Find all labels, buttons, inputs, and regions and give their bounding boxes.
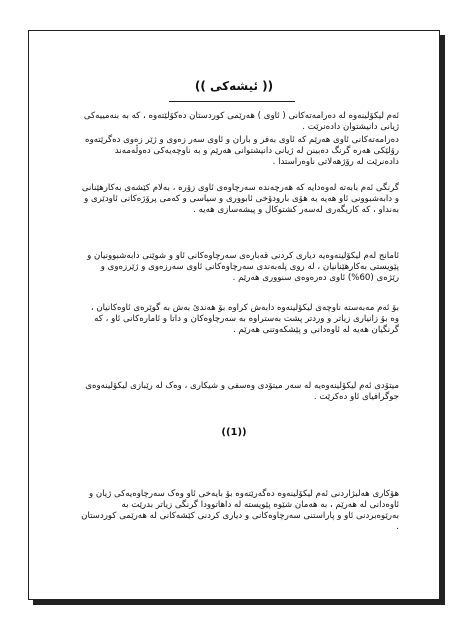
paragraph-scope: بۆ ئەم مەبەستە ناوچەی لیکۆلینەوە دابەش کراوە بۆ هەندێ بەش بە گوێرەی ئاوەکانیان ، وە بۆ زانیاری زیاتر و وردتر پشت بەستراوە بە سەرچاوەکان و داتا و ئامارەکانی ئاو ، کە گرنگیان هەیە لە ئاوەدانی و پێشکەوتنی هەرێم . bbox=[90, 303, 399, 335]
paragraph-reason: هۆکاری هەلبژاردنی ئەم لیکۆلینەوە دەگەرێتەوە بۆ بایەخی ئاو وەک سەرچاوەیەکی ژیان و ئاوەدانی لە هەرێم ، بە هەمان شێوە پێویستە لە داهاتوودا گرنگی زیاتر بدرێت بە بەرێوەبردنی ئاو و پاراستنی سەرچاوەکانی و دیاری کردنی کێشەکانی لە هەرێمی کوردستان . bbox=[81, 489, 399, 532]
document-page bbox=[28, 30, 440, 600]
paragraph-resources: دەرامەتەکانی ئاوی هەرێم کە ئاوی بەفر و باران و ئاوی سەر زەوی و ژێر زەوی دەگرێتەوە رۆلێکی هەرە گرنگ دەبینن لە ژیانی دانیشتوانی هەرێم و بە ناوچەیەکی دەوڵەمەند دادەنرێت لە رۆژهەلاتی ناوەراستدا . bbox=[85, 135, 399, 167]
heading-underline bbox=[169, 101, 295, 102]
paragraph-intro: ئەم لیکۆلینەوە لە دەرامەتەکانی ( ئاوی ) هەرێمی کوردستان دەکۆلێتەوە ، کە بە بنەمییەکی ژیانی دانیشتوان دادەنرێت . bbox=[83, 111, 399, 132]
paragraph-method: میتۆدی ئەم لیکۆلینەوەیە لە سەر میتۆدی وەسفی و شیکاری ، وەک لە رێبازی لیکۆلینەوەی جوگرافیای ئاو دەکرێت . bbox=[85, 381, 399, 402]
page-number: ((1)) bbox=[221, 427, 247, 438]
paragraph-importance: گرنگی ئەم بابەتە لەوەدایە کە هەرچەندە سەرچاوەی ئاوی زۆرە ، بەلام کێشەی بەکارهێنانی و دابەشبوونی ئاو هەیە بە هۆی بارودۆخی ئابووری و سیاسی و کەمی پرۆژەکانی ئاودێری و بەنداو ، کە کاریگەری لەسەر کشتوکال و پیشەسازی هەیە . bbox=[81, 183, 399, 215]
document-heading: (( ئیشەکی )) bbox=[194, 79, 274, 93]
paragraph-aim: ئامانج لەم لیکۆلینەوەیە دیاری کردنی قەبارەی سەرچاوەکانی ئاو و شوێنی دابەشبوونیان و پێویستی بەکارهێنانیان ، لە روی پلەبەندی سەرچاوەکانی ئاوی سەرزەوی و ژێرزەوی و رێژەی (60%) ئاوی دەرەوەی سنووری هەرێم . bbox=[87, 251, 399, 283]
